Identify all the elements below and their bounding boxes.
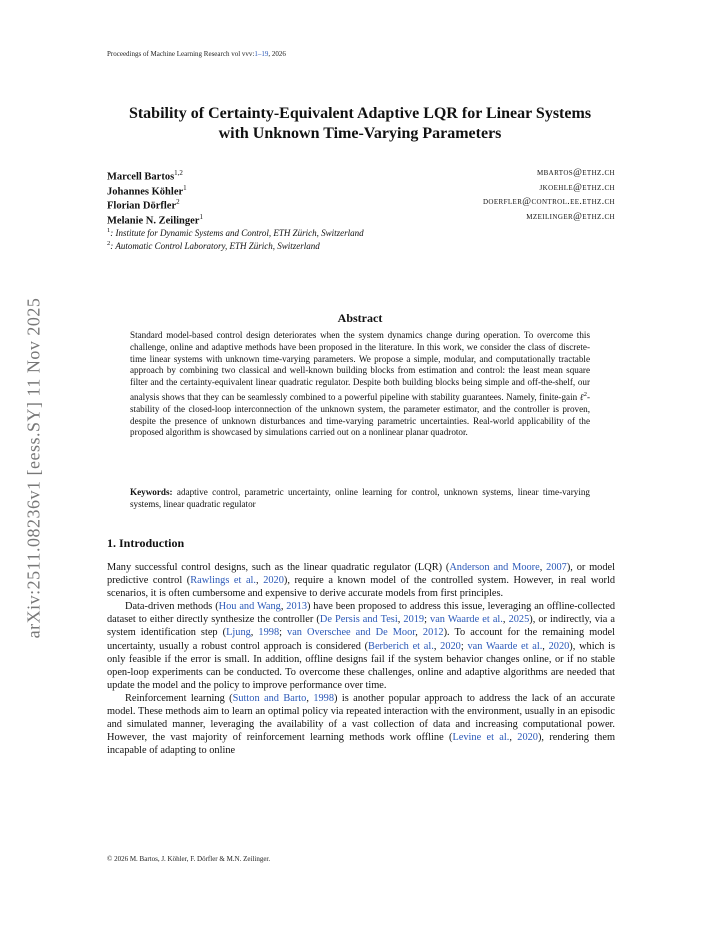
- abstract-text: Standard model-based control design deteriorates when the system dynamics change during operation. To overcome this challenge, online and adaptive methods have been proposed in the literature. In this work, we consider the class of discrete-time linear systems with unknown time-varying parameters. We propose a simple, modular, and computationally tractable approach by combining two classical and well-known building blocks from estimation and control: the least mean square filter and the certainty-equivalent linear quadratic regulator. Despite both building blocks being simple and off-the-shelf, our analysis shows that they can be seamlessly combined to a powerful pipeline with stability guarantees. Namely, finite-gain ℓ$^2$-stability of the closed-loop interconnection of the unknown system, the parameter estimator, and the controller is proven, despite the presence of unknown disturbances and time-varying parametric uncertainties. Real-world applicability of the proposed algorithm is showcased by simulations carried out on a nonlinear planar quadrotor.: [130, 330, 590, 438]
- text-run: ;: [424, 614, 431, 626]
- keywords-label: Keywords:: [130, 487, 173, 497]
- author-row: [107, 195, 615, 210]
- citation-link[interactable]: 2020: [440, 640, 461, 652]
- paragraph: [107, 692, 615, 757]
- text-run: Data-driven methods (: [125, 601, 219, 613]
- author-email[interactable]: mbartos@ethz.ch: [536, 168, 615, 178]
- author-name: Johannes Köhler$^1$: [107, 183, 187, 197]
- venue-prefix: Proceedings of Machine Learning Research vol vvv:: [107, 50, 255, 58]
- author-row: [107, 210, 615, 225]
- text-run: ), which is only feasible if the error is small. In addition, offline designs fail if the system behavior changes online, or if no stable open-loop experiments can be conducted. To overcome these challenges, online and adaptive algorithms are needed that update the model and the policy to improve performance over time.: [107, 640, 615, 691]
- citation-link[interactable]: Rawlings et al.: [190, 575, 257, 587]
- citation-link[interactable]: Levine et al.: [452, 732, 510, 744]
- intro-body: [107, 561, 615, 757]
- citation-link[interactable]: van Overschee and De Moor: [287, 627, 416, 639]
- affiliation: $^2$: Automatic Control Laboratory, ETH Zürich, Switzerland: [107, 240, 320, 251]
- author-row: [107, 181, 615, 196]
- citation-link[interactable]: 2020: [548, 640, 570, 652]
- venue-suffix: , 2026: [268, 50, 286, 58]
- text-run: ), or model predictive control (: [107, 562, 615, 587]
- citation-link[interactable]: Hou and Wang: [218, 601, 281, 613]
- text-run: ). To account for the remaining model uncertainty, usually a robust control approach is considered (: [107, 627, 616, 652]
- text-run: ,: [256, 575, 264, 587]
- author-name: Marcell Bartos$^{1,2}$: [107, 169, 183, 183]
- text-run: ,: [509, 732, 518, 744]
- citation-link[interactable]: Sutton and Barto: [232, 692, 307, 704]
- text-run: ;: [279, 627, 288, 639]
- title-line-2: with Unknown Time-Varying Parameters: [218, 125, 502, 142]
- text-run: ,: [397, 614, 404, 626]
- citation-link[interactable]: 2020: [517, 732, 538, 744]
- venue-pages-link[interactable]: 1–19: [254, 50, 269, 58]
- text-run: ), require a known model of the controlled system. However, in real world scenarios, it is often cumbersome and expensive to derive accurate models from first principles.: [107, 575, 615, 600]
- copyright-footer: © 2026 M. Bartos, J. Köhler, F. Dörfler & M.N. Zeilinger.: [107, 855, 271, 863]
- author-name: Melanie N. Zeilinger$^1$: [107, 212, 203, 226]
- text-run: ), or indirectly, via a system identification step (: [107, 614, 616, 639]
- text-run: ,: [502, 614, 509, 626]
- author-email[interactable]: doerfler@control.ee.ethz.ch: [482, 197, 615, 207]
- text-run: ,: [542, 640, 549, 652]
- venue-line: [107, 50, 286, 58]
- paragraph: [107, 561, 615, 600]
- author-email[interactable]: jkoehle@ethz.ch: [539, 182, 615, 193]
- text-run: ) have been proposed to address this issue, leveraging an offline-collected dataset to either directly synthesize the controller (: [107, 601, 615, 626]
- citation-link[interactable]: Ljung: [226, 627, 251, 639]
- citation-link[interactable]: De Persis and Tesi: [319, 614, 398, 626]
- affiliation: $^1$: Institute for Dynamic Systems and Control, ETH Zürich, Switzerland: [107, 227, 364, 238]
- author-block: [107, 166, 615, 250]
- abstract-heading: Abstract: [337, 311, 383, 325]
- text-run: ) is another popular approach to address the lack of an accurate model. These methods aim to learn an optimal policy via repeated interaction with the environment, usually in an episodic and simulated manner, leveraging the availability of a vast collection of data and increasing computational power. However, the vast majority of reinforcement learning methods work offline (: [107, 692, 615, 744]
- citation-link[interactable]: 2013: [286, 601, 307, 613]
- citation-link[interactable]: 1998: [258, 627, 280, 639]
- citation-link[interactable]: 2007: [546, 562, 567, 573]
- text-run: ,: [539, 562, 547, 573]
- text-run: ,: [433, 640, 441, 652]
- text-run: ,: [306, 692, 314, 704]
- text-run: ,: [415, 627, 423, 639]
- author-row: [107, 166, 615, 181]
- paper-title: [100, 104, 620, 144]
- section-heading: 1. Introduction: [107, 536, 185, 550]
- citation-link[interactable]: 2019: [403, 614, 425, 626]
- arxiv-id: arXiv:2511.08236v1 [eess.SY] 11 Nov 2025: [23, 297, 44, 639]
- citation-link[interactable]: van Waarde et al.: [467, 640, 543, 652]
- text-run: ,: [250, 627, 259, 639]
- text-run: Many successful control designs, such as the linear quadratic regulator (LQR) (: [107, 562, 450, 573]
- text-run: ;: [460, 640, 468, 652]
- citation-link[interactable]: 2020: [263, 575, 284, 587]
- keywords-list: adaptive control, parametric uncertainty, online learning for control, unknown systems, linear time-varying systems, linear quadratic regulator: [130, 487, 590, 509]
- title-line-1: Stability of Certainty-Equivalent Adaptive LQR for Linear Systems: [128, 105, 592, 122]
- text-run: ,: [280, 601, 287, 613]
- citation-link[interactable]: Berberich et al.: [368, 640, 434, 652]
- keywords: [130, 487, 590, 511]
- citation-link[interactable]: 1998: [313, 692, 334, 704]
- citation-link[interactable]: Anderson and Moore: [449, 562, 540, 573]
- citation-link[interactable]: 2025: [508, 614, 530, 626]
- author-email[interactable]: mzeilinger@ethz.ch: [526, 211, 615, 222]
- author-name: Florian Dörfler$^2$: [107, 198, 180, 212]
- citation-link[interactable]: 2012: [422, 627, 444, 639]
- text-run: ), rendering them incapable of adapting to online: [107, 732, 615, 757]
- text-run: Reinforcement learning (: [125, 692, 233, 704]
- paragraph: [107, 600, 615, 692]
- citation-link[interactable]: van Waarde et al.: [430, 614, 503, 626]
